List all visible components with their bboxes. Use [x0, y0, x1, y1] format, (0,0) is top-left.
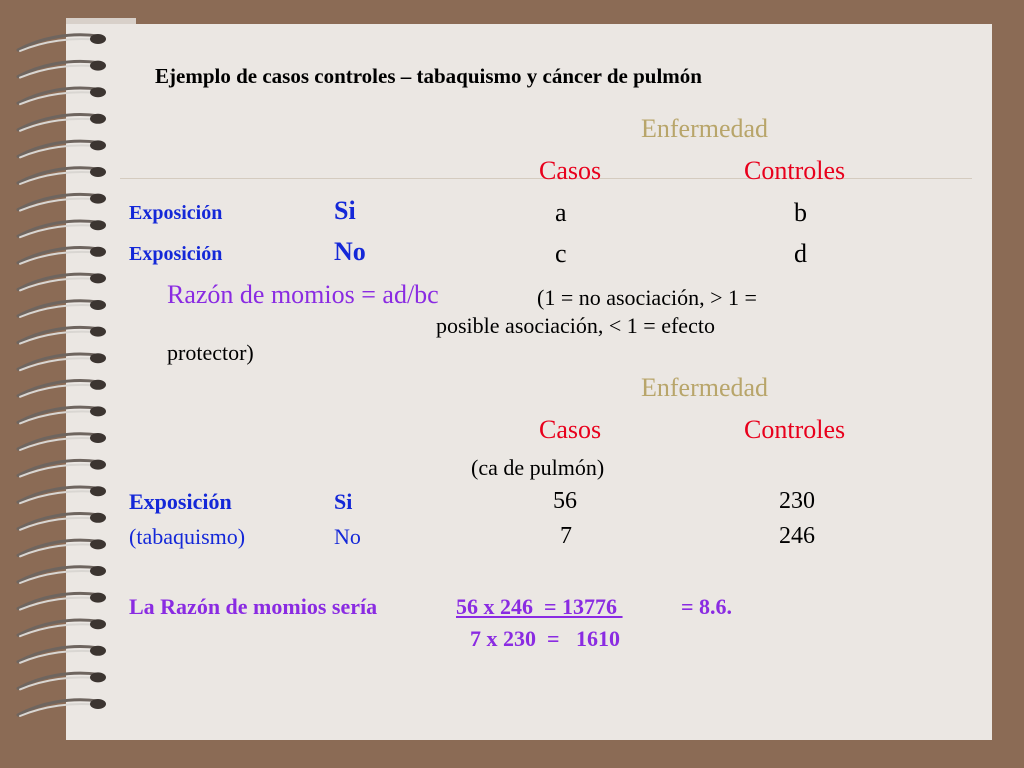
binding-hole: [90, 34, 106, 44]
binding-hole: [90, 406, 106, 416]
table2-row2-exposure: No: [334, 524, 361, 549]
binding-hole: [90, 699, 106, 709]
table2-row2-controles: 246: [779, 523, 815, 549]
binding-hole: [90, 87, 106, 97]
table2-header-enfermedad: Enfermedad: [641, 373, 769, 402]
table2-row1-label: Exposición: [129, 489, 232, 514]
binding-hole: [90, 486, 106, 496]
binding-hole: [90, 194, 106, 204]
table1-col-casos: Casos: [539, 156, 602, 185]
result-numerator: 56 x 246 = 13776: [456, 594, 623, 619]
result-denominator: 7 x 230 = 1610: [470, 626, 621, 651]
table2-row2-casos: 7: [560, 523, 572, 549]
table1-row1-controles: b: [794, 198, 807, 227]
binding-hole: [90, 220, 106, 230]
table2-row1-controles: 230: [779, 488, 815, 514]
binding-hole: [90, 672, 106, 682]
binding-hole: [90, 460, 106, 470]
binding-hole: [90, 513, 106, 523]
binding-hole: [90, 61, 106, 71]
table1-header-enfermedad: Enfermedad: [641, 114, 769, 143]
binding-hole: [90, 566, 106, 576]
binding-hole: [90, 167, 106, 177]
table1-row2-label: Exposición: [129, 243, 223, 265]
table1-row1-exposure: Si: [334, 196, 356, 225]
binding-hole: [90, 273, 106, 283]
binding-hole: [90, 353, 106, 363]
table2-row1-casos: 56: [553, 488, 577, 514]
table2-row1-exposure: Si: [334, 489, 353, 514]
binding-hole: [90, 114, 106, 124]
binding-hole: [90, 646, 106, 656]
table1-col-controles: Controles: [744, 156, 846, 185]
page-title: Ejemplo de casos controles – tabaquismo y cáncer de pulmón: [155, 64, 702, 88]
result-value: = 8.6.: [681, 594, 733, 619]
table1-row2-controles: d: [794, 239, 807, 268]
binding-hole: [90, 619, 106, 629]
table1-row2-exposure: No: [334, 237, 366, 266]
binding-hole: [90, 140, 106, 150]
formula-note-line3: protector): [167, 340, 254, 365]
table1-row1-casos: a: [555, 198, 567, 227]
spiral-binding-icon: [0, 0, 120, 768]
table2-casos-subtitle: (ca de pulmón): [471, 455, 605, 480]
binding-hole: [90, 247, 106, 257]
table1-row1-label: Exposición: [129, 202, 223, 224]
binding-hole: [90, 539, 106, 549]
table2-col-controles: Controles: [744, 415, 846, 444]
result-prefix: La Razón de momios sería: [129, 594, 378, 619]
table1-row2-casos: c: [555, 239, 567, 268]
table2-col-casos: Casos: [539, 415, 602, 444]
binding-hole: [90, 593, 106, 603]
odds-ratio-formula: Razón de momios = ad/bc: [167, 280, 439, 309]
binding-hole: [90, 300, 106, 310]
table2-row2-label: (tabaquismo): [129, 524, 246, 549]
binding-hole: [90, 327, 106, 337]
binding-hole: [90, 380, 106, 390]
formula-note-line1: (1 = no asociación, > 1 =: [537, 285, 757, 310]
formula-note-line2: posible asociación, < 1 = efecto: [436, 313, 715, 338]
binding-hole: [90, 433, 106, 443]
